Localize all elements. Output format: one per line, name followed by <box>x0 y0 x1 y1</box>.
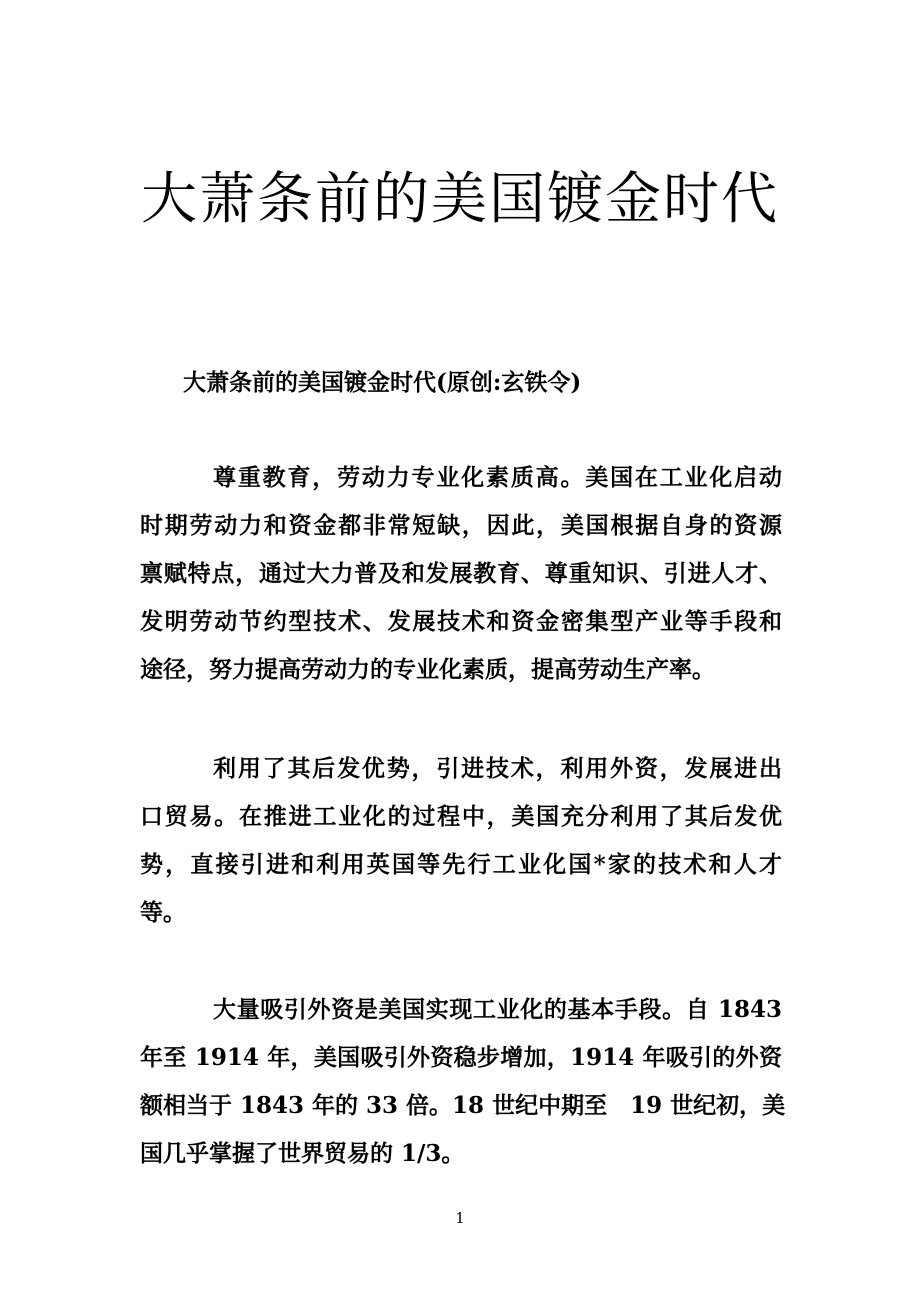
paragraph-line: 发明劳动节约型技术、发展技术和资金密集型产业等手段和 <box>140 608 782 635</box>
paragraph-line: 利用了其后发优势，引进技术，利用外资，发展进出 <box>213 755 782 782</box>
paragraph-line: 禀赋特点，通过大力普及和发展教育、尊重知识、引进人才、 <box>140 560 782 587</box>
page-number: 1 <box>455 1209 465 1227</box>
paragraph-line: 途径，努力提高劳动力的专业化素质，提高劳动生产率。 <box>140 656 715 683</box>
document-title: 大萧条前的美国镀金时代 <box>141 167 779 232</box>
paragraph-foreign-investment <box>140 986 786 1178</box>
paragraph-line: 尊重教育，劳动力专业化素质高。美国在工业化启动 <box>213 464 782 491</box>
paragraph-line: 口贸易。在推进工业化的过程中，美国充分利用了其后发优 <box>140 803 782 830</box>
paragraph-line: 等。 <box>140 899 186 926</box>
paragraph-line: 国几乎掌握了世界贸易的 1/3。 <box>140 1140 465 1167</box>
paragraph-line: 额相当于 1843 年的 33 倍。18 世纪中期至 19 世纪初，美 <box>140 1092 786 1119</box>
paragraph-late-mover-advantage <box>140 745 782 937</box>
document-subtitle: 大萧条前的美国镀金时代(原创:玄铁令) <box>183 369 582 396</box>
paragraph-education <box>140 454 782 694</box>
paragraph-line: 时期劳动力和资金都非常短缺，因此，美国根据自身的资源 <box>140 512 782 539</box>
paragraph-line: 势，直接引进和利用英国等先行工业化国*家的技术和人才 <box>140 851 782 878</box>
paragraph-line: 年至 1914 年，美国吸引外资稳步增加，1914 年吸引的外资 <box>140 1044 782 1071</box>
paragraph-line: 大量吸引外资是美国实现工业化的基本手段。自 1843 <box>213 996 782 1023</box>
